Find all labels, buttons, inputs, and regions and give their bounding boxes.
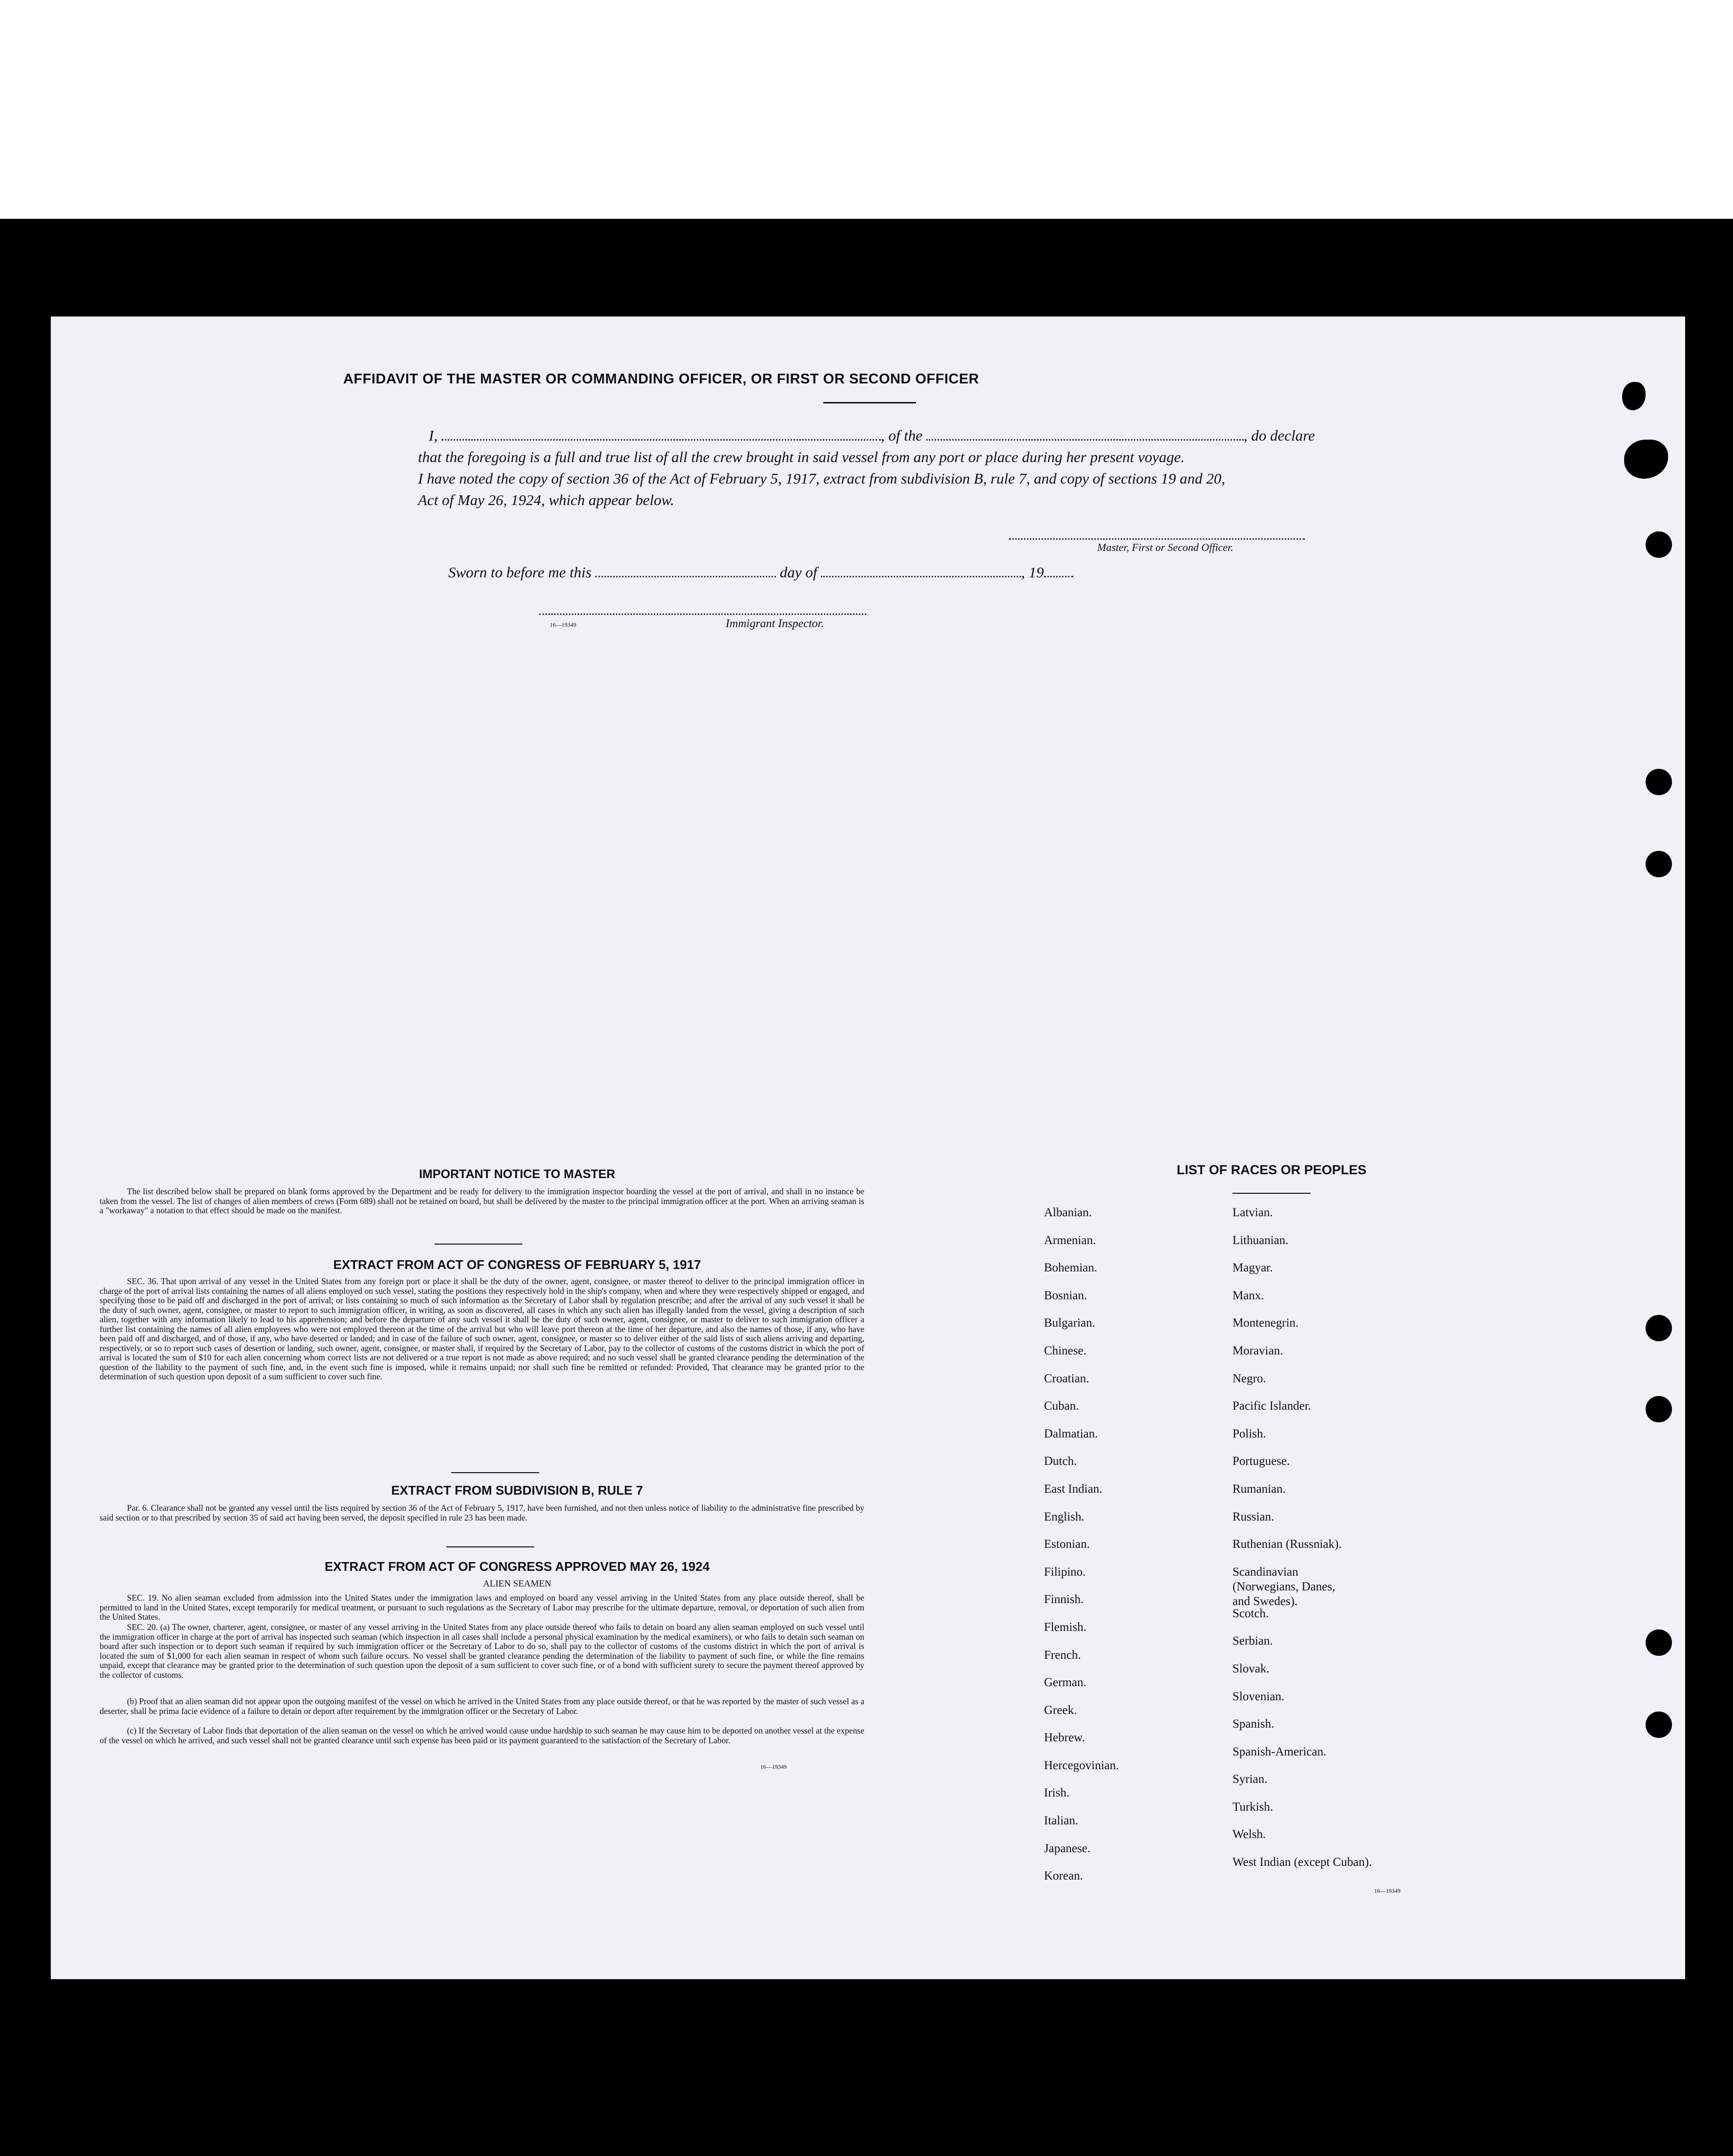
races-divider [1232, 1193, 1311, 1194]
race-item: Negro. [1232, 1372, 1266, 1385]
race-item: Irish. [1044, 1786, 1070, 1800]
form-number-top: 16—19349 [550, 621, 576, 628]
race-item: Welsh. [1232, 1828, 1266, 1841]
races-right-column [1232, 1205, 1372, 1883]
race-item: Dutch. [1044, 1455, 1077, 1468]
race-item: Slovenian. [1232, 1690, 1285, 1703]
race-item: Bulgarian. [1044, 1316, 1095, 1330]
race-item: Syrian. [1232, 1773, 1268, 1786]
race-item: Turkish. [1232, 1800, 1274, 1814]
race-item: Portuguese. [1232, 1455, 1290, 1468]
race-item: Manx. [1232, 1289, 1264, 1302]
race-item: Korean. [1044, 1869, 1083, 1883]
race-item: Bosnian. [1044, 1289, 1087, 1302]
notice-text: The list described below shall be prepared on blank forms approved by the Department and be ready for delivery to the immigration inspector boarding the vessel at the port of arrival, and shall in no instance be taken from the vessel. The list of changes of alien members of crews (Form 689) shall not be retained on board, but shall be delivered by the master to the principal immigration officer at the port. When an arriving seaman is a "workaway" a notation to that effect should be made on the manifest. [100, 1186, 864, 1215]
race-item: Scandinavian (Norwegians, Danes, and Swedes). [1232, 1565, 1336, 1608]
race-item: Russian. [1232, 1510, 1274, 1523]
title-divider [823, 402, 916, 403]
vessel-blank[interactable] [926, 439, 1244, 441]
race-item: English. [1044, 1510, 1085, 1523]
form-number-races: 16—19349 [1374, 1887, 1400, 1894]
binder-hole [1646, 531, 1672, 558]
extract-1917-text: SEC. 36. That upon arrival of any vessel in the United States from any foreign port or place it shall be the duty of the owner, agent, consignee, or master thereof to deliver to the principal immigration officer in charge of the port of arrival lists containing the names of all aliens employed on such vessel, stating the positions they respectively hold in the ship's company, when and where they were respectively shipped or engaged, and specifying those to be paid off and discharged in the port of arrival; or lists containing so much of such information as the Secretary of Labor shall by regulation prescribe; and after the arrival of any such vessel it shall be the duty of such owner, agent, consignee, or master to report to such immigration officer, in writing, as soon as discovered, all cases in which any such alien has illegally landed from the vessel, giving a description of such alien, together with any information likely to lead to his apprehension; and before the departure of any such vessel it shall be the duty of such owner, agent, consignee, or master to deliver to such immigration officer a further list containing the names of all alien employees who were not employed thereon at the time of the arrival but who will leave port thereon at the time of her departure, and also the names of those, if any, who have been paid off and discharged, and of those, if any, who have deserted or landed; and in case of the failure of such owner, agent, consignee, or master so to deliver either of the said lists of such aliens arriving and departing, respectively, or so to report such cases of desertion or landing, such owner, agent, consignee, or master shall, if required by the Secretary of Labor, pay to the collector of customs of the customs district in which the port of arrival is located the sum of $10 for each alien concerning whom correct lists are not delivered or a true report is not made as above required; and no such vessel shall be granted clearance pending the determination of the question of the liability to the payment of such fine, and, in the event such fine is imposed, while it remains unpaid; nor shall such fine be remitted or refunded: Provided, That clearance may be granted prior to the determination of such question upon deposit of a sum sufficient to cover such fine. [100, 1276, 864, 1381]
month-blank[interactable] [821, 576, 1021, 577]
race-item: Serbian. [1232, 1634, 1273, 1648]
binder-hole [1646, 1712, 1672, 1738]
sworn-text: Sworn to before me this [448, 564, 592, 581]
declaration-line-3: I have noted the copy of section 36 of the Act of February 5, 1917, extract from subdivision B, rule 7, and copy of sections 19 and 20, [418, 470, 1226, 487]
affidavit-title: AFFIDAVIT OF THE MASTER OR COMMANDING OFFICER, OR FIRST OR SECOND OFFICER [343, 371, 980, 387]
binder-hole [1646, 1629, 1672, 1656]
race-item: Rumanian. [1232, 1482, 1286, 1496]
rule7-title: EXTRACT FROM SUBDIVISION B, RULE 7 [391, 1483, 643, 1498]
race-item: Finnish. [1044, 1593, 1084, 1606]
decl-i: I, [429, 427, 438, 444]
race-item: East Indian. [1044, 1482, 1103, 1496]
signature-blank[interactable] [1009, 538, 1305, 540]
name-blank[interactable] [441, 439, 881, 441]
declaration-line-1 [429, 425, 1315, 446]
race-item: Albanian. [1044, 1206, 1092, 1219]
year-blank[interactable] [1044, 576, 1073, 577]
race-item: Magyar. [1232, 1261, 1273, 1275]
race-item: Spanish. [1232, 1717, 1274, 1731]
inspector-label: Immigrant Inspector. [726, 617, 824, 630]
race-item: Italian. [1044, 1814, 1079, 1828]
decl-do-declare: , do declare [1243, 427, 1315, 444]
sec19-text: SEC. 19. No alien seaman excluded from admission into the United States under the immigration laws and employed on board any vessel arriving in the United States from any place outside thereof, shall be permitted to land in the United States, except temporarily for medical treatment, or pursuant to such regulations as the Secretary of Labor may prescribe for the ultimate departure, removal, or deportation of such alien from the United States. [100, 1593, 864, 1622]
sec20a-text: SEC. 20. (a) The owner, charterer, agent, consignee, or master of any vessel arriving in the United States from any place outside thereof who fails to detain on board any alien seaman employed on such vessel until the immigration officer in charge at the port of arrival has inspected such seaman (which inspection in all cases shall include a personal physical examination by the medical examiners), or who fails to detain such seaman on board after such inspection or to deport such seaman if required by such immigration officer or the Secretary of Labor to do so, shall pay to the collector of customs of the customs district in which the port of arrival is located the sum of $1,000 for each alien seaman in respect of whom such failure occurs. No vessel shall be granted clearance pending the determination of the liability to payment of such fine, or while the fine remains unpaid, except that clearance may be granted prior to the determination of such question upon the deposit of a sum sufficient to cover such fine, or of a bond with sufficient surety to secure the payment thereof approved by the collector of customs. [100, 1622, 864, 1680]
races-left-column [1044, 1205, 1119, 1897]
race-item: Pacific Islander. [1232, 1399, 1312, 1413]
day-blank[interactable] [595, 576, 776, 577]
race-item: Croatian. [1044, 1372, 1089, 1385]
declaration-line-4: Act of May 26, 1924, which appear below. [418, 491, 674, 508]
race-item: West Indian (except Cuban). [1232, 1856, 1372, 1869]
race-item: Slovak. [1232, 1662, 1270, 1675]
sworn-line [448, 562, 1073, 583]
race-item: Ruthenian (Russniak). [1232, 1538, 1342, 1551]
sec20c-text: (c) If the Secretary of Labor finds that deportation of the alien seaman on the vessel on which he arrived would cause undue hardship to such seaman he may cause him to be deported on another vessel at the expense of the vessel on which he arrived, and such vessel shall not be granted clearance until such expense has been paid or its payment guaranteed to the satisfaction of the Secretary of Labor. [100, 1726, 864, 1745]
divider-1 [435, 1244, 522, 1245]
film-top-margin [0, 0, 1733, 219]
binder-hole [1646, 1315, 1672, 1341]
race-item: Moravian. [1232, 1344, 1283, 1357]
sworn-year: , 19 [1021, 564, 1044, 581]
form-number-bottom-left: 16—19349 [760, 1763, 787, 1770]
race-item: Armenian. [1044, 1233, 1096, 1247]
ink-blot [1622, 382, 1646, 410]
extract-1917-title: EXTRACT FROM ACT OF CONGRESS OF FEBRUARY 5, 1917 [333, 1257, 701, 1272]
race-item: Chinese. [1044, 1344, 1086, 1357]
rule7-text: Par. 6. Clearance shall not be granted any vessel until the lists required by section 36 of the Act of February 5, 1917, have been furnished, and not then unless notice of liability to the administrative fine prescribed by said section or to that prescribed by section 35 of said act having been served, the deposit specified in rule 23 has been made. [100, 1503, 864, 1522]
race-item: Latvian. [1232, 1206, 1273, 1219]
race-item: Hebrew. [1044, 1731, 1085, 1745]
race-item: Greek. [1044, 1703, 1077, 1717]
races-title: LIST OF RACES OR PEOPLES [1176, 1163, 1367, 1177]
race-item: Filipino. [1044, 1565, 1086, 1579]
binder-hole [1646, 1396, 1672, 1422]
race-item: Montenegrin. [1232, 1316, 1299, 1330]
divider-3 [446, 1546, 534, 1547]
binder-hole [1646, 769, 1672, 795]
race-item: Dalmatian. [1044, 1427, 1098, 1440]
alien-seamen-subtitle: ALIEN SEAMEN [483, 1579, 551, 1589]
race-item: Lithuanian. [1232, 1233, 1289, 1247]
race-item: Bohemian. [1044, 1261, 1098, 1275]
document-page [51, 317, 1685, 1979]
race-item: Spanish-American. [1232, 1745, 1327, 1758]
race-item: Estonian. [1044, 1538, 1090, 1551]
race-item: Japanese. [1044, 1841, 1091, 1855]
race-item: Flemish. [1044, 1620, 1086, 1634]
race-item: Hercegovinian. [1044, 1758, 1119, 1772]
decl-of-the: , of the [880, 427, 923, 444]
ink-blot [1624, 440, 1668, 479]
notice-title: IMPORTANT NOTICE TO MASTER [419, 1167, 615, 1181]
sec20b-text: (b) Proof that an alien seaman did not appear upon the outgoing manifest of the vessel on which he arrived in the United States from any place outside thereof, or that he was reported by the master of such vessel as a deserter, shall be prima facie evidence of a failure to detain or deport after requirement by the immigration officer or the Secretary of Labor. [100, 1696, 864, 1716]
race-item: French. [1044, 1648, 1081, 1662]
sworn-day-of: day of [779, 564, 817, 581]
signature-label: Master, First or Second Officer. [1097, 541, 1233, 553]
race-item: Scotch. [1232, 1606, 1269, 1620]
race-item: German. [1044, 1676, 1086, 1690]
extract-1924-title: EXTRACT FROM ACT OF CONGRESS APPROVED MAY 26, 1924 [324, 1559, 710, 1574]
binder-hole [1646, 851, 1672, 877]
race-item: Polish. [1232, 1427, 1266, 1440]
race-item: Cuban. [1044, 1399, 1079, 1413]
declaration-line-2: that the foregoing is a full and true list of all the crew brought in said vessel from any port or place during her present voyage. [418, 448, 1185, 465]
divider-2 [451, 1472, 539, 1473]
inspector-signature-blank[interactable] [539, 613, 866, 615]
